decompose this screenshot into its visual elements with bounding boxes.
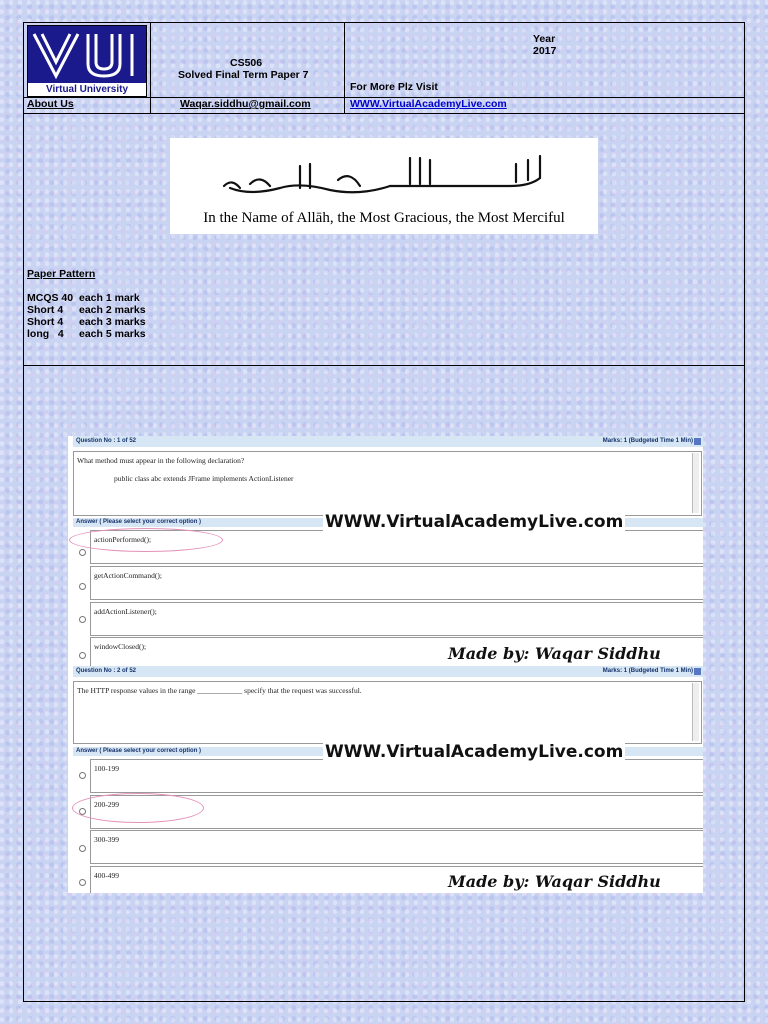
question-number: Question No : 1 of 52 — [76, 438, 137, 444]
question-text: The HTTP response values in the range ____________ specify that the request was successful. — [77, 686, 362, 695]
about-us-link[interactable]: About Us — [27, 98, 74, 110]
column-divider-1 — [150, 22, 151, 114]
pattern-row-marks: each 2 marks — [79, 304, 146, 316]
question-header — [73, 436, 703, 447]
pattern-row-marks: each 5 marks — [79, 328, 146, 340]
option-radio[interactable] — [79, 879, 86, 886]
pattern-row: MCQS 40 — [27, 292, 74, 304]
links-divider — [23, 113, 745, 114]
paper-title: Solved Final Term Paper 7 — [178, 69, 309, 81]
question-text: What method must appear in the following declaration? — [77, 456, 245, 465]
answer-highlight-circle — [69, 528, 223, 552]
option-radio[interactable] — [79, 583, 86, 590]
option-radio[interactable] — [79, 845, 86, 852]
question-marks: Marks: 1 (Budgeted Time 1 Min) — [602, 668, 693, 674]
answer-option[interactable]: windowClosed(); — [90, 637, 703, 671]
option-radio[interactable] — [79, 616, 86, 623]
answer-option[interactable]: 100-199 — [90, 759, 703, 793]
answer-header: Answer ( Please select your correct option ) — [73, 747, 703, 756]
column-divider-2 — [344, 22, 345, 114]
bismillah-english: In the Name of Allāh, the Most Gracious, the Most Merciful — [203, 210, 565, 226]
website-link[interactable]: WWW.VirtualAcademyLive.com — [350, 98, 507, 110]
year-label: Year — [533, 33, 556, 45]
pattern-row-marks: each 1 mark — [79, 292, 140, 304]
answer-option[interactable]: addActionListener(); — [90, 602, 703, 636]
site-watermark: WWW.VirtualAcademyLive.com — [325, 512, 624, 532]
pattern-row: long 4 — [27, 328, 64, 340]
arabic-calligraphy — [210, 150, 560, 200]
scrollbar[interactable] — [692, 683, 699, 741]
expand-icon[interactable] — [694, 438, 701, 445]
option-radio[interactable] — [79, 549, 86, 556]
made-by-watermark: Made by: Waqar Siddhu — [448, 872, 661, 891]
answer-option[interactable]: 200-299 — [90, 795, 703, 829]
answer-option[interactable]: getActionCommand(); — [90, 566, 703, 600]
answer-option[interactable]: 300-399 — [90, 830, 703, 864]
pattern-row-marks: each 3 marks — [79, 316, 146, 328]
answer-option[interactable]: 400-499 — [90, 866, 703, 893]
question-marks: Marks: 1 (Budgeted Time 1 Min) — [602, 438, 693, 444]
question-header — [73, 666, 703, 677]
logo-caption: Virtual University — [28, 83, 146, 96]
site-watermark: WWW.VirtualAcademyLive.com — [325, 742, 624, 762]
exam-screenshot — [68, 436, 703, 893]
answer-option[interactable]: actionPerformed(); — [90, 530, 703, 564]
option-radio[interactable] — [79, 652, 86, 659]
question-code: public class abc extends JFrame implements ActionListener — [114, 474, 294, 483]
bismillah-image — [170, 138, 598, 234]
pattern-divider — [23, 365, 745, 366]
paper-pattern-title: Paper Pattern — [27, 268, 96, 280]
scrollbar[interactable] — [692, 453, 699, 513]
svg-text:بسم الله الرحمن الرحيم: بسم الله الرحمن الرحيم — [380, 198, 390, 199]
email-link[interactable]: Waqar.siddhu@gmail.com — [180, 98, 311, 110]
pattern-row: Short 4 — [27, 316, 64, 328]
question-text-box — [73, 681, 702, 744]
question-text-box — [73, 451, 702, 516]
year-value: 2017 — [533, 45, 557, 57]
visit-label: For More Plz Visit — [350, 81, 438, 93]
vu-logo — [27, 25, 147, 97]
question-number: Question No : 2 of 52 — [76, 668, 137, 674]
made-by-watermark: Made by: Waqar Siddhu — [448, 644, 661, 663]
answer-highlight-circle — [72, 793, 204, 823]
course-code: CS506 — [230, 57, 263, 69]
answer-header: Answer ( Please select your correct option ) — [73, 518, 703, 527]
expand-icon[interactable] — [694, 668, 701, 675]
pattern-row: Short 4 — [27, 304, 64, 316]
option-radio[interactable] — [79, 772, 86, 779]
